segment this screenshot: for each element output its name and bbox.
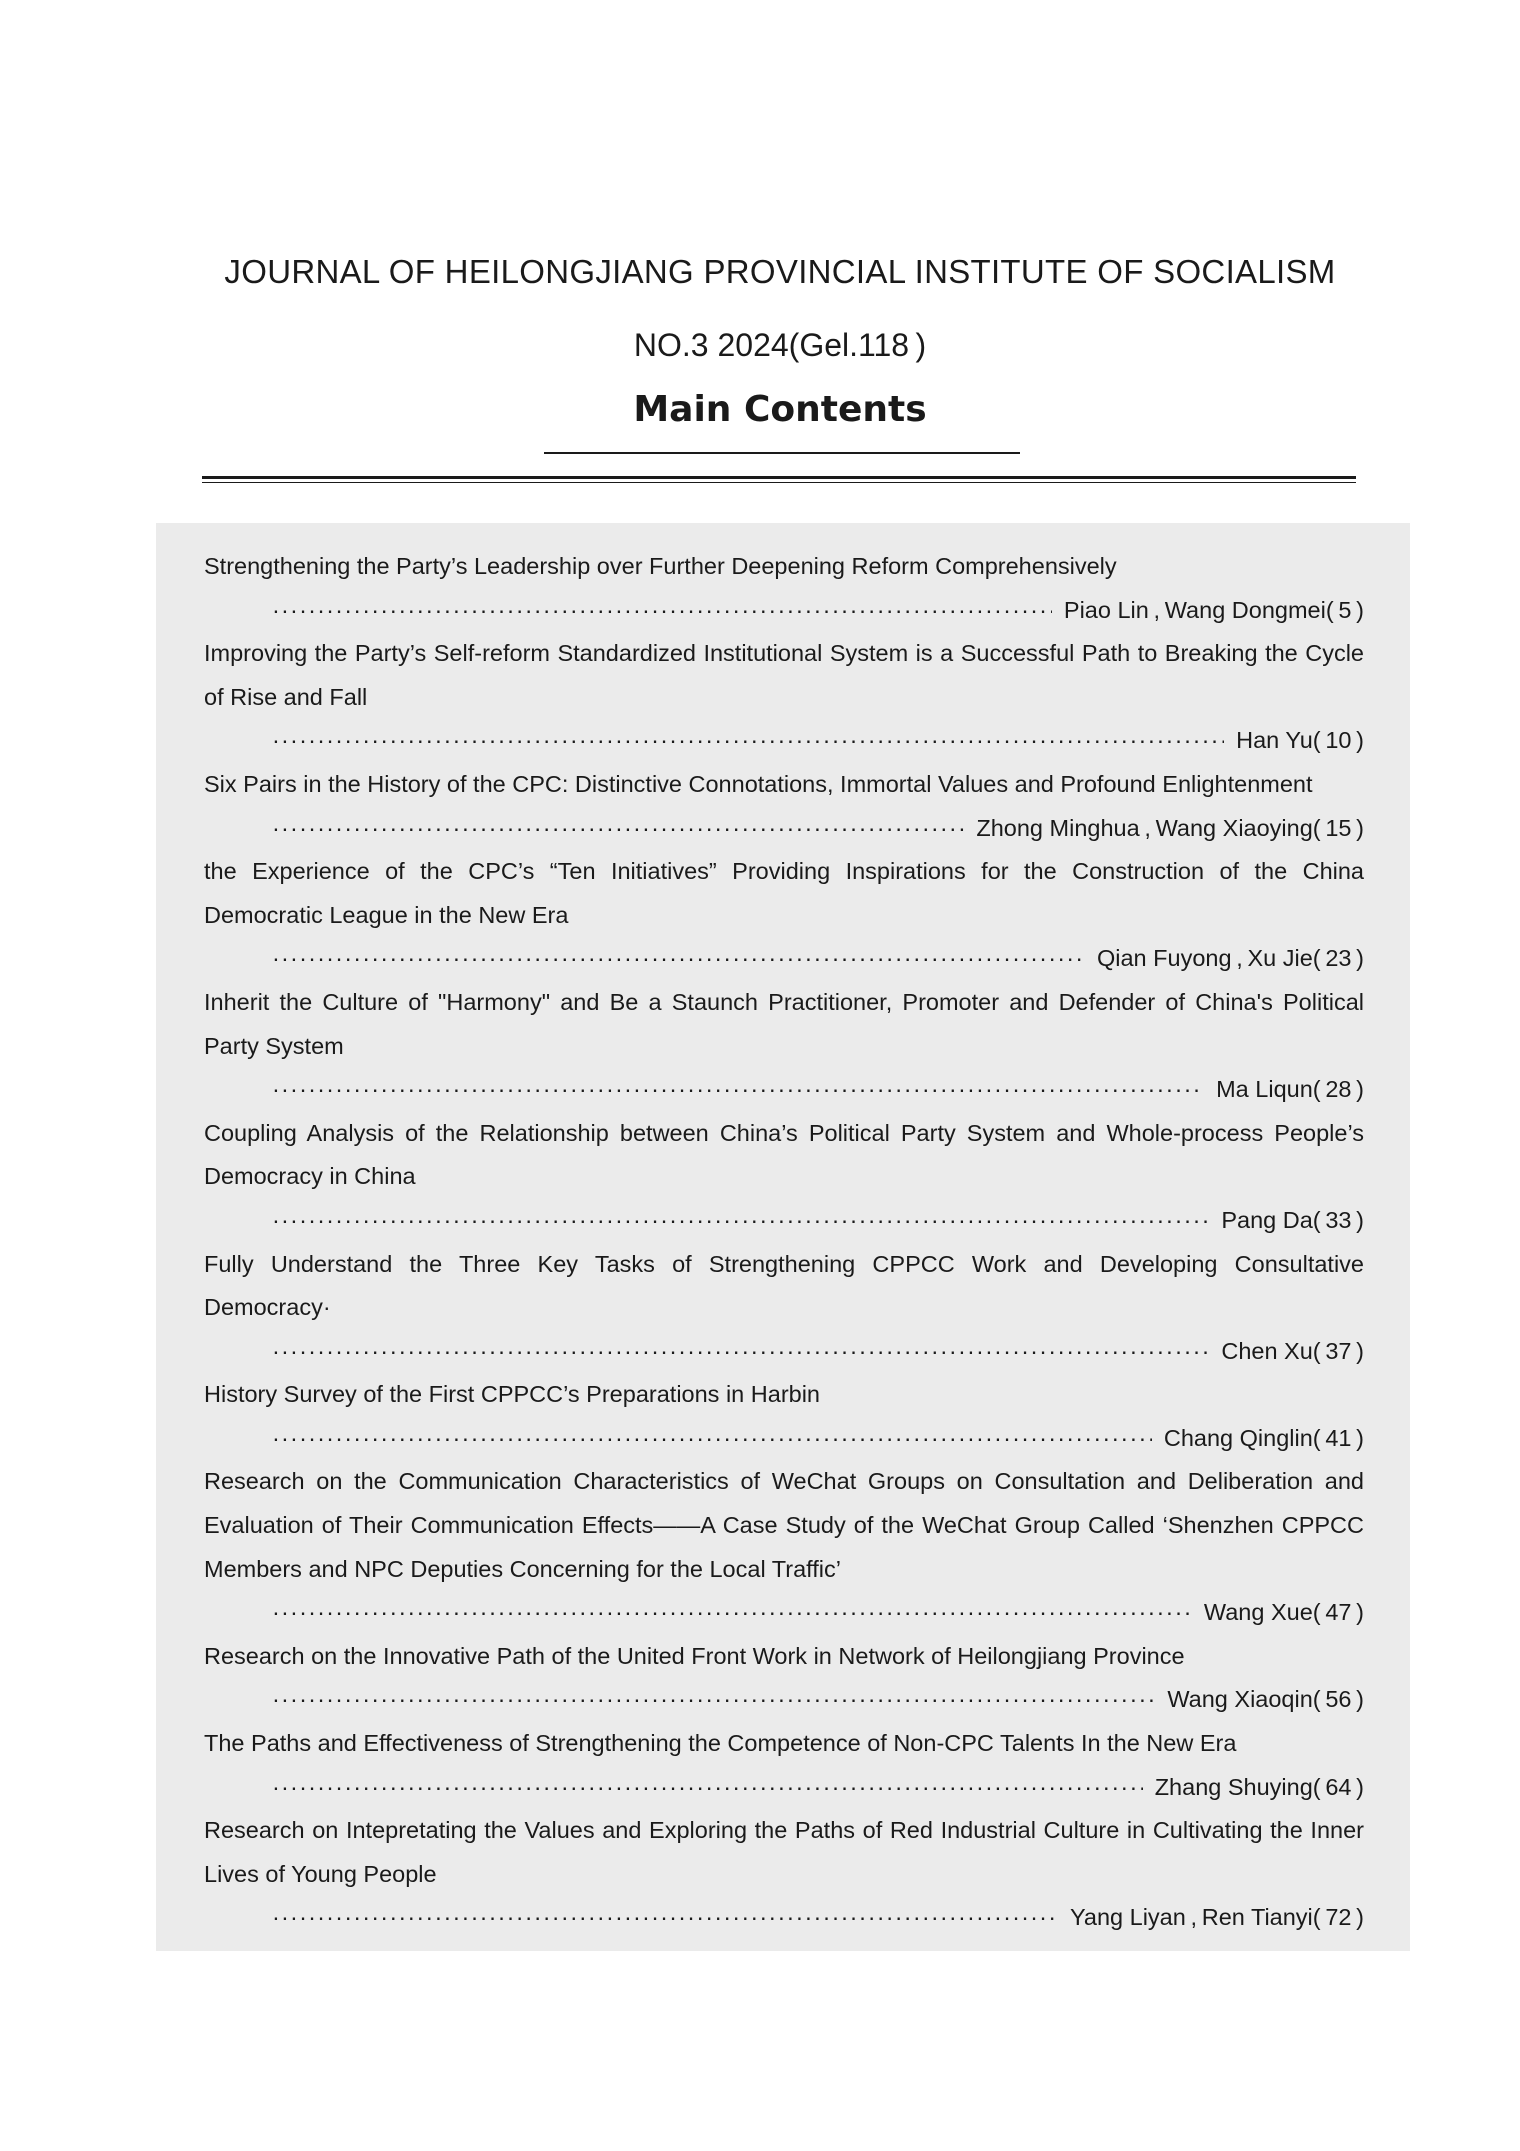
dot-leader [272,937,1085,981]
divider-rule-thick [202,476,1356,479]
page-number: ( 72 ) [1312,1904,1364,1931]
leader-line [204,937,1364,981]
article-title: Research on the Innovative Path of the United Front Work in Network of Heilongjiang Province [204,1642,1185,1669]
contents-heading: Main Contents [633,389,927,430]
toc-entry[interactable] [204,981,1364,1112]
page-number: ( 56 ) [1312,1686,1364,1713]
toc-entry[interactable] [204,1722,1364,1809]
toc-entry[interactable] [204,1243,1364,1374]
article-title: Inherit the Culture of "Harmony" and Be a Staunch Practitioner, Promoter and Defender of China's Political Party System [204,988,1364,1059]
toc-entry[interactable] [204,763,1364,850]
article-title: Research on the Communication Characteristics of WeChat Groups on Consultation and Deliberation and Evaluation of Their Communication Effects——A Case Study of the WeChat Group Called ‘Shenzhen CPPCC Members and NPC Deputies Concerning for the Local Traffic’ [204,1468,1364,1582]
page-number: ( 23 ) [1312,945,1364,972]
page-number: ( 41 ) [1312,1424,1364,1451]
article-title: Improving the Party’s Self-reform Standardized Institutional System is a Successful Path to Breaking the Cycle of Rise and Fall [204,640,1364,710]
leader-line [204,1199,1364,1243]
toc-entry[interactable] [204,1809,1364,1940]
page-number: ( 28 ) [1312,1076,1364,1103]
article-author: Zhong Minghua , Wang Xiaoying [976,814,1313,841]
article-title: Strengthening the Party’s Leadership over Further Deepening Reform Comprehensively [204,553,1117,579]
issue-number: NO.3 2024(Gel.118 ) [633,327,927,363]
toc-entry[interactable] [204,1373,1364,1460]
article-author: Chang Qinglin [1163,1424,1313,1451]
dot-leader [272,1330,1209,1374]
dot-leader [272,1766,1143,1810]
leader-line [204,1896,1364,1940]
toc-entry[interactable] [204,1460,1364,1634]
article-title: the Experience of the CPC’s “Ten Initiatives” Providing Inspirations for the Construction of the China Democratic League in the New Era [204,858,1364,928]
dot-leader [272,1896,1058,1940]
article-author: Yang Liyan , Ren Tianyi [1069,1904,1313,1931]
leader-line [204,1766,1364,1810]
toc-entry[interactable] [204,1635,1364,1722]
page-number: ( 47 ) [1312,1599,1364,1626]
article-author: Zhang Shuying [1154,1773,1313,1800]
journal-title: JOURNAL OF HEILONGJIANG PROVINCIAL INSTITUTE OF SOCIALISM [224,253,1336,290]
article-title: Six Pairs in the History of the CPC: Distinctive Connotations, Immortal Values and Profound Enlightenment [204,770,1313,797]
dot-leader [272,589,1052,633]
article-author: Pang Da [1221,1206,1313,1233]
leader-line [204,1417,1364,1461]
page-number: ( 37 ) [1312,1337,1364,1364]
leader-line [204,1068,1364,1112]
leader-line [204,1678,1364,1722]
dot-leader [272,1678,1155,1722]
leader-line [204,1591,1364,1635]
leader-line [204,1330,1364,1374]
page-number: ( 33 ) [1312,1206,1364,1233]
divider-rule-thin [202,482,1356,483]
toc-entry[interactable] [204,850,1364,981]
toc-entry[interactable] [204,632,1364,763]
page-number: ( 10 ) [1312,727,1364,754]
page-number: ( 15 ) [1312,814,1364,841]
dot-leader [272,1417,1152,1461]
leader-line [204,719,1364,763]
dot-leader [272,1199,1209,1243]
page-number: ( 64 ) [1312,1773,1364,1800]
toc-entry[interactable] [204,1112,1364,1243]
article-author: Han Yu [1236,727,1313,754]
heading-underline [544,452,1020,454]
dot-leader [272,807,964,851]
toc-entry[interactable] [204,545,1364,632]
article-author: Wang Xiaoqin [1167,1686,1313,1713]
table-of-contents [204,545,1364,1940]
article-title: Research on Intepretating the Values and Exploring the Paths of Red Industrial Culture in Cultivating the Inner Lives of Young People [204,1817,1364,1887]
dot-leader [272,1591,1192,1635]
article-title: The Paths and Effectiveness of Strengthening the Competence of Non-CPC Talents In the New Era [204,1730,1237,1757]
article-author: Ma Liqun [1216,1076,1313,1103]
page-number: ( 5 ) [1325,596,1364,623]
leader-line [204,807,1364,851]
article-title: Fully Understand the Three Key Tasks of Strengthening CPPCC Work and Developing Consultative Democracy· [204,1250,1364,1321]
article-title: History Survey of the First CPPCC’s Preparations in Harbin [204,1381,821,1408]
article-author: Qian Fuyong , Xu Jie [1096,945,1313,972]
leader-line [204,589,1364,633]
article-title: Coupling Analysis of the Relationship between China’s Political Party System and Whole-process People’s Democracy in China [204,1119,1364,1190]
article-author: Wang Xue [1203,1599,1313,1626]
article-author: Chen Xu [1221,1337,1313,1364]
dot-leader [272,719,1224,763]
article-author: Piao Lin , Wang Dongmei [1063,596,1326,623]
dot-leader [272,1068,1204,1112]
